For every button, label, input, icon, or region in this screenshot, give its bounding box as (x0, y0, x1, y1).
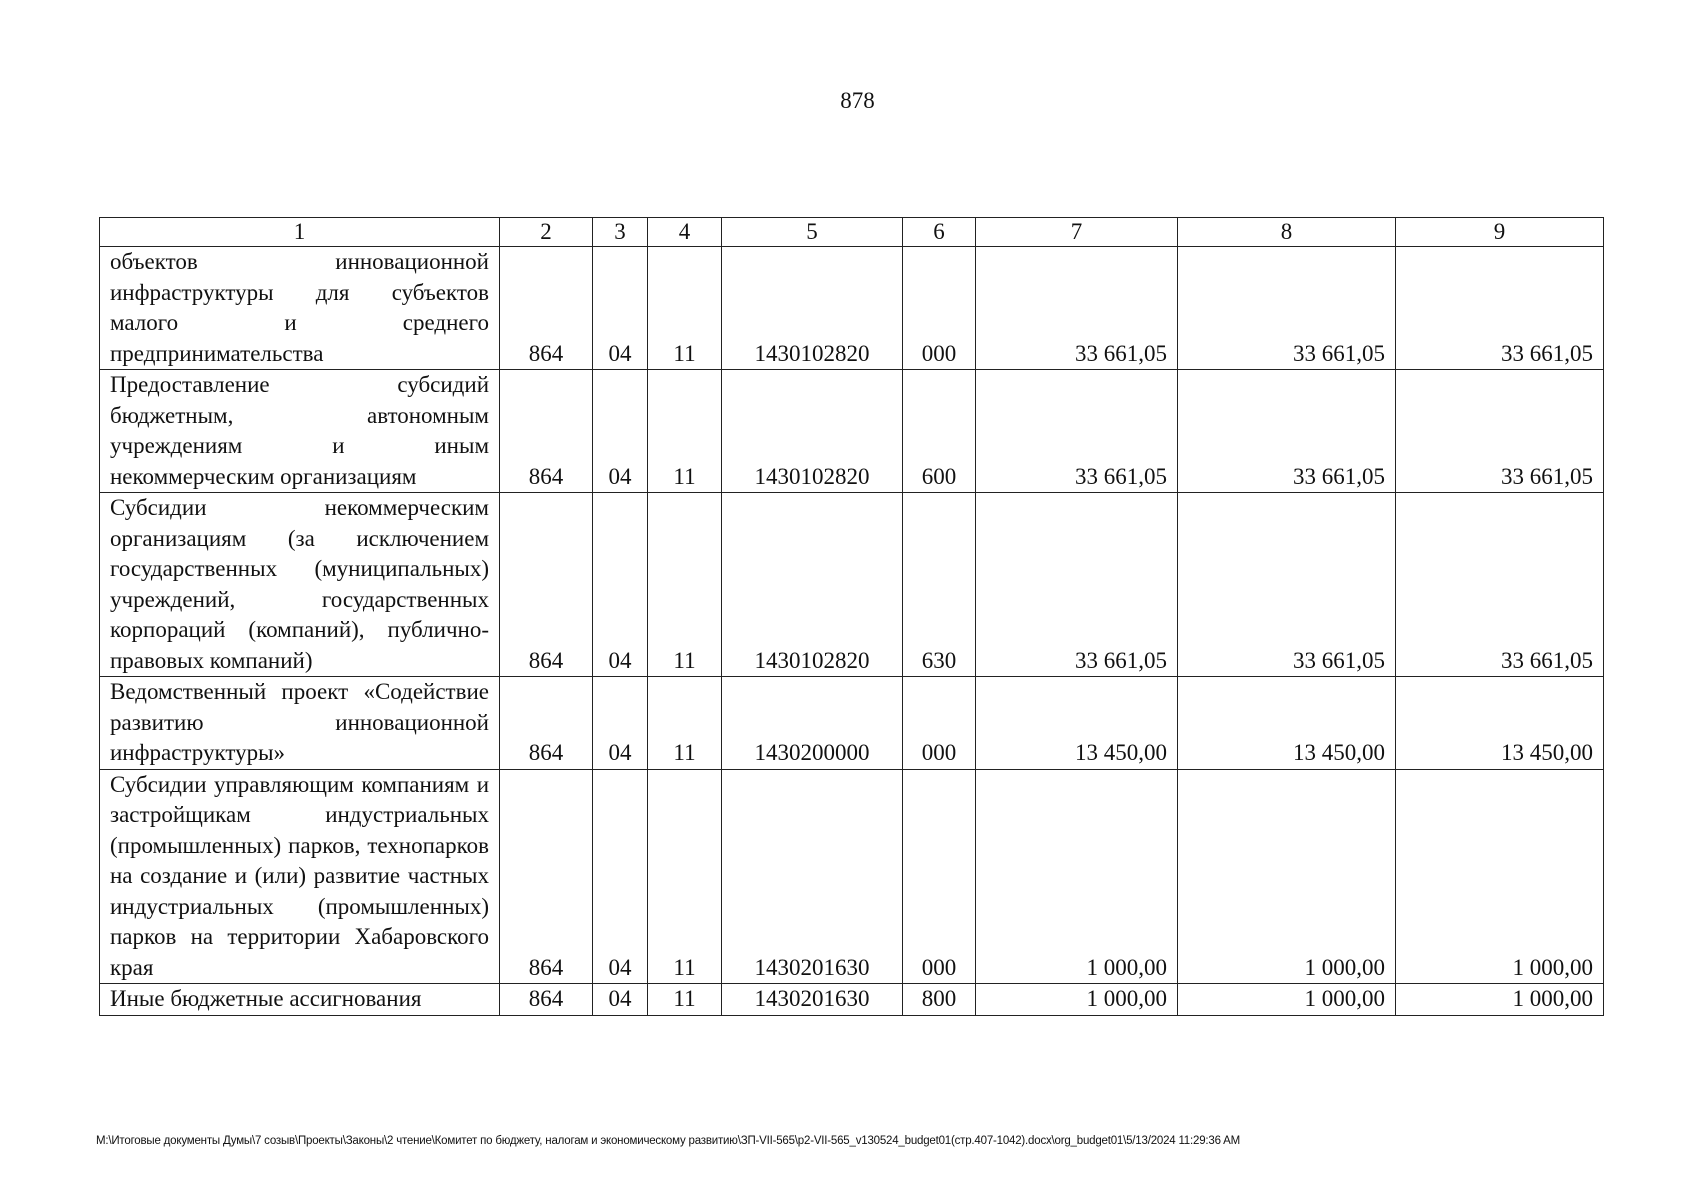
target-article: 1430102820 (722, 247, 903, 370)
amount-col9: 1 000,00 (1396, 769, 1604, 984)
target-article: 1430102820 (722, 370, 903, 493)
table-row (100, 984, 1604, 1016)
table-row (100, 370, 1604, 493)
row-name: Субсидии некоммерческим организациям (за исключением государственных (муниципальных) учреждений, государственных корпораций (компаний), публично-правовых компаний) (100, 493, 500, 677)
ministry-code: 864 (500, 247, 593, 370)
subsection-code: 11 (648, 677, 722, 770)
section-code: 04 (593, 370, 648, 493)
amount-col7: 13 450,00 (976, 677, 1178, 770)
section-code: 04 (593, 493, 648, 677)
target-article: 1430201630 (722, 984, 903, 1016)
header-cell: 5 (722, 218, 903, 247)
amount-col7: 1 000,00 (976, 984, 1178, 1016)
table-row (100, 677, 1604, 770)
amount-col9: 1 000,00 (1396, 984, 1604, 1016)
amount-col9: 33 661,05 (1396, 493, 1604, 677)
header-row (100, 218, 1604, 247)
expense-type: 800 (903, 984, 976, 1016)
section-code: 04 (593, 984, 648, 1016)
subsection-code: 11 (648, 984, 722, 1016)
row-name: объектов инновационной инфраструктуры для субъектов малого и среднего предпринимательства (100, 247, 500, 370)
amount-col8: 1 000,00 (1178, 769, 1396, 984)
expense-type: 000 (903, 677, 976, 770)
ministry-code: 864 (500, 677, 593, 770)
row-name: Предоставление субсидий бюджетным, автономным учреждениям и иным некоммерческим организациям (100, 370, 500, 493)
subsection-code: 11 (648, 247, 722, 370)
page-number: 878 (840, 88, 875, 113)
expense-type: 000 (903, 769, 976, 984)
target-article: 1430200000 (722, 677, 903, 770)
subsection-code: 11 (648, 370, 722, 493)
amount-col8: 1 000,00 (1178, 984, 1396, 1016)
subsection-code: 11 (648, 493, 722, 677)
amount-col9: 33 661,05 (1396, 247, 1604, 370)
header-cell: 4 (648, 218, 722, 247)
table-row (100, 247, 1604, 370)
ministry-code: 864 (500, 769, 593, 984)
amount-col7: 1 000,00 (976, 769, 1178, 984)
budget-table (99, 217, 1604, 1016)
table-row (100, 769, 1604, 984)
row-name: Иные бюджетные ассигнования (100, 984, 500, 1016)
amount-col8: 33 661,05 (1178, 493, 1396, 677)
row-name: Ведомственный проект «Содействие развитию инновационной инфраструктуры» (100, 677, 500, 770)
amount-col7: 33 661,05 (976, 370, 1178, 493)
amount-col8: 13 450,00 (1178, 677, 1396, 770)
expense-type: 000 (903, 247, 976, 370)
expense-type: 600 (903, 370, 976, 493)
section-code: 04 (593, 247, 648, 370)
amount-col7: 33 661,05 (976, 493, 1178, 677)
ministry-code: 864 (500, 984, 593, 1016)
header-cell: 2 (500, 218, 593, 247)
target-article: 1430102820 (722, 493, 903, 677)
header-cell: 7 (976, 218, 1178, 247)
header-cell: 9 (1396, 218, 1604, 247)
amount-col9: 13 450,00 (1396, 677, 1604, 770)
section-code: 04 (593, 769, 648, 984)
table-row (100, 493, 1604, 677)
amount-col8: 33 661,05 (1178, 247, 1396, 370)
ministry-code: 864 (500, 493, 593, 677)
amount-col7: 33 661,05 (976, 247, 1178, 370)
row-name: Субсидии управляющим компаниям и застройщикам индустриальных (промышленных) парков, технопарков на создание и (или) развитие частных индустриальных (промышленных) парков на территории Хабаровского края (100, 769, 500, 984)
subsection-code: 11 (648, 769, 722, 984)
header-cell: 3 (593, 218, 648, 247)
amount-col9: 33 661,05 (1396, 370, 1604, 493)
expense-type: 630 (903, 493, 976, 677)
header-cell: 6 (903, 218, 976, 247)
header-cell: 8 (1178, 218, 1396, 247)
header-cell: 1 (100, 218, 500, 247)
section-code: 04 (593, 677, 648, 770)
amount-col8: 33 661,05 (1178, 370, 1396, 493)
ministry-code: 864 (500, 370, 593, 493)
target-article: 1430201630 (722, 769, 903, 984)
footer-file-path: M:\Итоговые документы Думы\7 созыв\Проекты\Законы\2 чтение\Комитет по бюджету, налогам и экономическому развитию\ЗП-VII-565\р2-VII-565_v130524_budget01(стр.407-1042).docx\org_budget01\5/13/2024 11:29:36 AM (96, 1135, 1240, 1147)
